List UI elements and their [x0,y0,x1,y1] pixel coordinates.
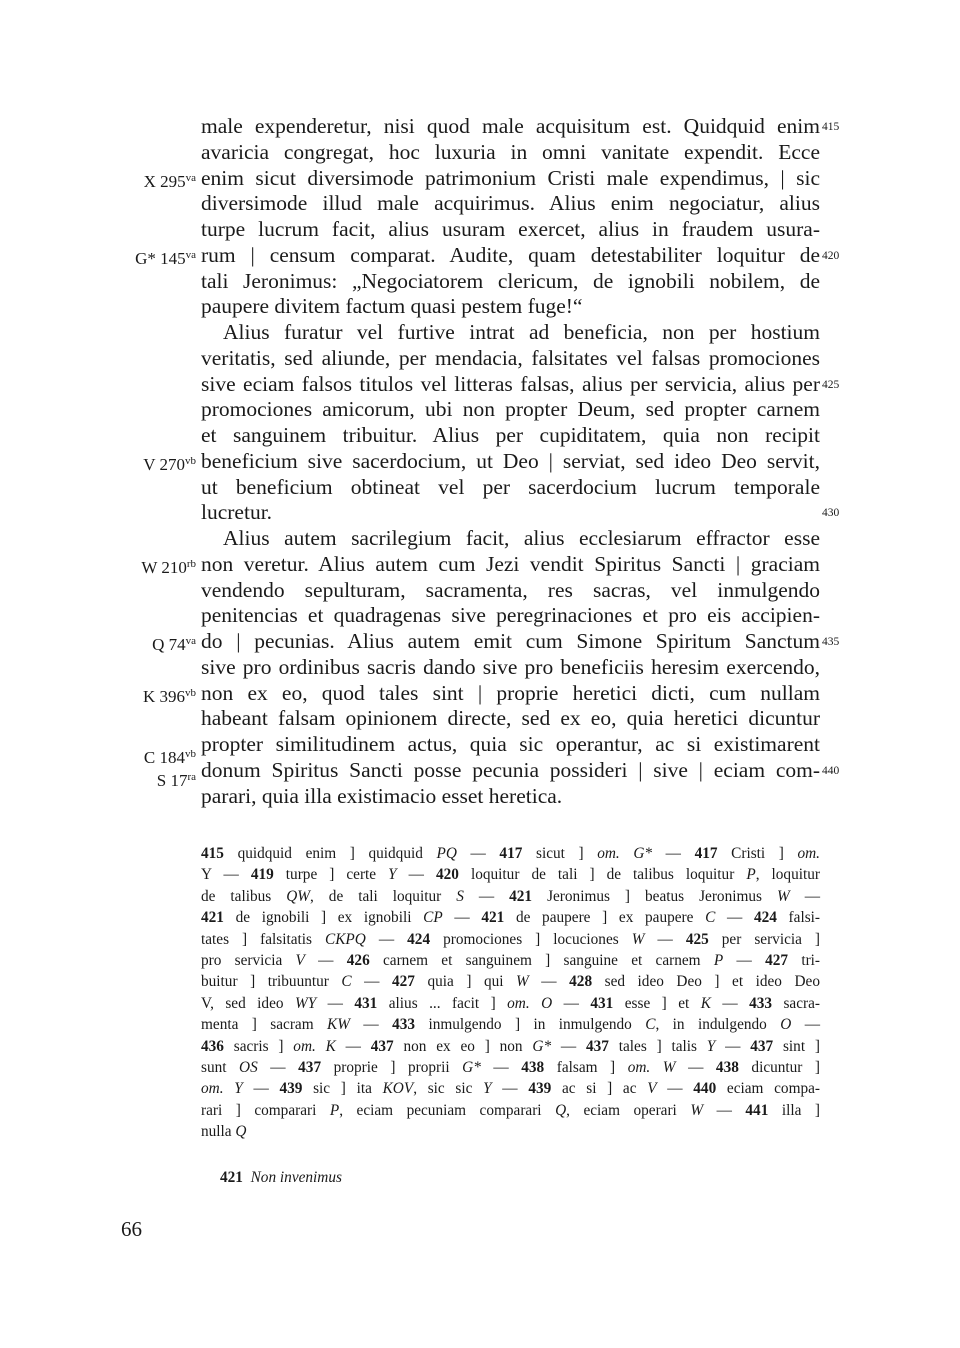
siglum-letter: C 184 [143,748,185,768]
apparatus-line: menta ] sacram KW — 433 inmulgendo ] in inmulgendo C, in indulgendo O — [201,1016,821,1034]
siglum-folio: vb [185,748,196,761]
siglum-folio: vb [185,454,196,467]
line-number: 425 [822,378,840,391]
text-line: donum Spiritus Sancti posse pecunia possideri | sive | eciam com- [201,757,820,782]
siglum-letter: G* 145 [135,248,186,268]
text-line: male expenderetur, nisi quod male acquisitum est. Quidquid enim [201,114,820,138]
siglum [144,745,196,767]
siglum-letter: W 210 [141,557,187,577]
text-line: non ex eo, quod tales sint | proprie heretici dicti, cum nullam [201,680,820,705]
siglum-folio: va [185,248,196,261]
siglum [157,768,196,790]
apparatus-line: tates ] falsitatis CKPQ — 424 promociones ] locuciones W — 425 per servicia ] [201,930,821,948]
siglum-letter: S 17 [156,771,188,791]
text-line: turpe lucrum facit, alius usuram exercet, alius in fraudem usura- [201,217,820,241]
apparatus-line: 421 de ignobili ] ex ignobili CP — 421 de paupere ] ex paupere C — 424 falsi- [201,909,820,927]
apparatus-line: nulla Q [201,1123,247,1141]
siglum-letter: K 396 [142,686,185,706]
text-line: habeant falsam opinionem directe, sed ex eo, quia heretici dicuntur [201,706,820,731]
text-line: veritatis, sed aliunde, per mendacia, falsitates vel falsas promociones [201,345,820,370]
siglum [152,628,196,658]
text-line: et sanguinem tribuitur. Alius per cupiditatem, quia non recipit [201,423,820,447]
siglum-letter: X 295 [143,171,186,191]
siglum [144,165,196,195]
text-line: vendendo sepulturam, sacramenta, res sacras, vel inmulgendo [201,577,820,602]
apparatus-line: sunt OS — 437 proprie ] proprii G* — 438 falsam ] om. W — 438 dicuntur ] [201,1059,821,1076]
text-line: promociones amicorum, ubi non propter Deum, sed propter carnem [201,397,820,422]
siglum-folio: ra [187,771,196,784]
text-line: Alius autem sacrilegium facit, alius ecclesiarum effractor esse [223,526,820,550]
text-line: ut beneficium obtineat vel per sacerdocium lucrum temporale [201,474,820,499]
text-line: avaricia congregat, hoc luxuria in omni vanitate expendit. Ecce [201,139,820,164]
line-number: 435 [822,636,840,648]
text-line: do | pecunias. Alius autem emit cum Simone Spiritum Sanctum [201,629,820,653]
line-number: 430 [822,507,840,520]
text-line: paupere divitem factum quasi pestem fuge!“ [201,294,583,319]
text-line: diversimode illud male acquirimus. Alius enim negociatur, alius [201,191,820,216]
apparatus-line: buitur ] tribuuntur C — 427 quia ] qui W — 428 sed ideo Deo ] et ideo Deo [201,973,820,991]
siglum-folio: vb [185,686,196,699]
text-line: sive pro ordinibus sacris dando sive pro beneficiis heresim exercendo, [201,654,820,679]
source-note-number: 421 [220,1169,243,1186]
apparatus-line: pro servicia V — 426 carnem et sanguinem ] sanguine et carnem P — 427 tri- [201,952,821,969]
siglum [141,551,196,581]
line-number: 415 [822,121,840,133]
apparatus-line: rari ] comparari P, eciam pecuniam comparari Q, eciam operari W — 441 illa ] [201,1101,820,1119]
text-line: sive eciam falsos titulos vel litteras falsas, alius per servicia, alius per [201,371,820,396]
text-line: penitencias et quadragenas sive peregrinaciones et pro eis accipien- [201,603,820,628]
siglum [135,242,196,272]
text-line: parari, quia illa existimacio esset heretica. [201,783,563,808]
apparatus-line: Y — 419 turpe ] certe Y — 420 loquitur de tali ] de talibus loquitur P, loquitur [201,866,820,884]
siglum-letter: V 270 [143,454,185,474]
source-note-text: Non invenimus [250,1169,342,1186]
page-number: 66 [121,1217,142,1241]
siglum-folio: va [185,171,196,184]
text-line: Alius furatur vel furtive intrat ad beneficia, non per hostium [223,320,820,344]
apparatus-line: om. Y — 439 sic ] ita KOV, sic sic Y — 439 ac si ] ac V — 440 eciam compa- [201,1080,820,1098]
apparatus-line: V, sed ideo WY — 431 alius ... facit ] om. O — 431 esse ] et K — 433 sacra- [201,994,820,1012]
apparatus-line: 436 sacris ] om. K — 437 non ex eo ] non G* — 437 tales ] talis Y — 437 sint ] [201,1037,820,1055]
siglum-letter: Q 74 [152,635,186,654]
text-line: lucretur. [201,500,273,525]
siglum-folio: va [185,635,196,647]
line-number: 420 [822,249,840,262]
line-number: 440 [822,764,840,777]
apparatus-line: de talibus QW, de tali loquitur S — 421 Jeronimus ] beatus Jeronimus W — [201,887,820,905]
text-line: rum | censum comparat. Audite, quam detestabiliter loquitur de [201,242,820,267]
text-line: beneficium sive sacerdocium, ut Deo | serviat, sed ideo Deo servit, [201,448,820,473]
text-line: enim sicut diversimode patrimonium Cristi male expendimus, | sic [201,165,820,190]
text-line: tali Jeronimus: „Negociatorem clericum, de ignobili nobilem, de [201,268,820,293]
siglum-folio: rb [186,557,196,570]
apparatus-line: 415 quidquid enim ] quidquid PQ — 417 sicut ] om. G* — 417 Cristi ] om. [201,845,821,862]
siglum [143,680,196,710]
text-line: propter similitudinem actus, quia sic operantur, ac si existimarent [201,732,820,756]
source-note [220,1167,342,1189]
siglum [143,448,196,478]
text-line: non veretur. Alius autem cum Jezi vendit Spiritus Sancti | graciam [201,551,820,576]
